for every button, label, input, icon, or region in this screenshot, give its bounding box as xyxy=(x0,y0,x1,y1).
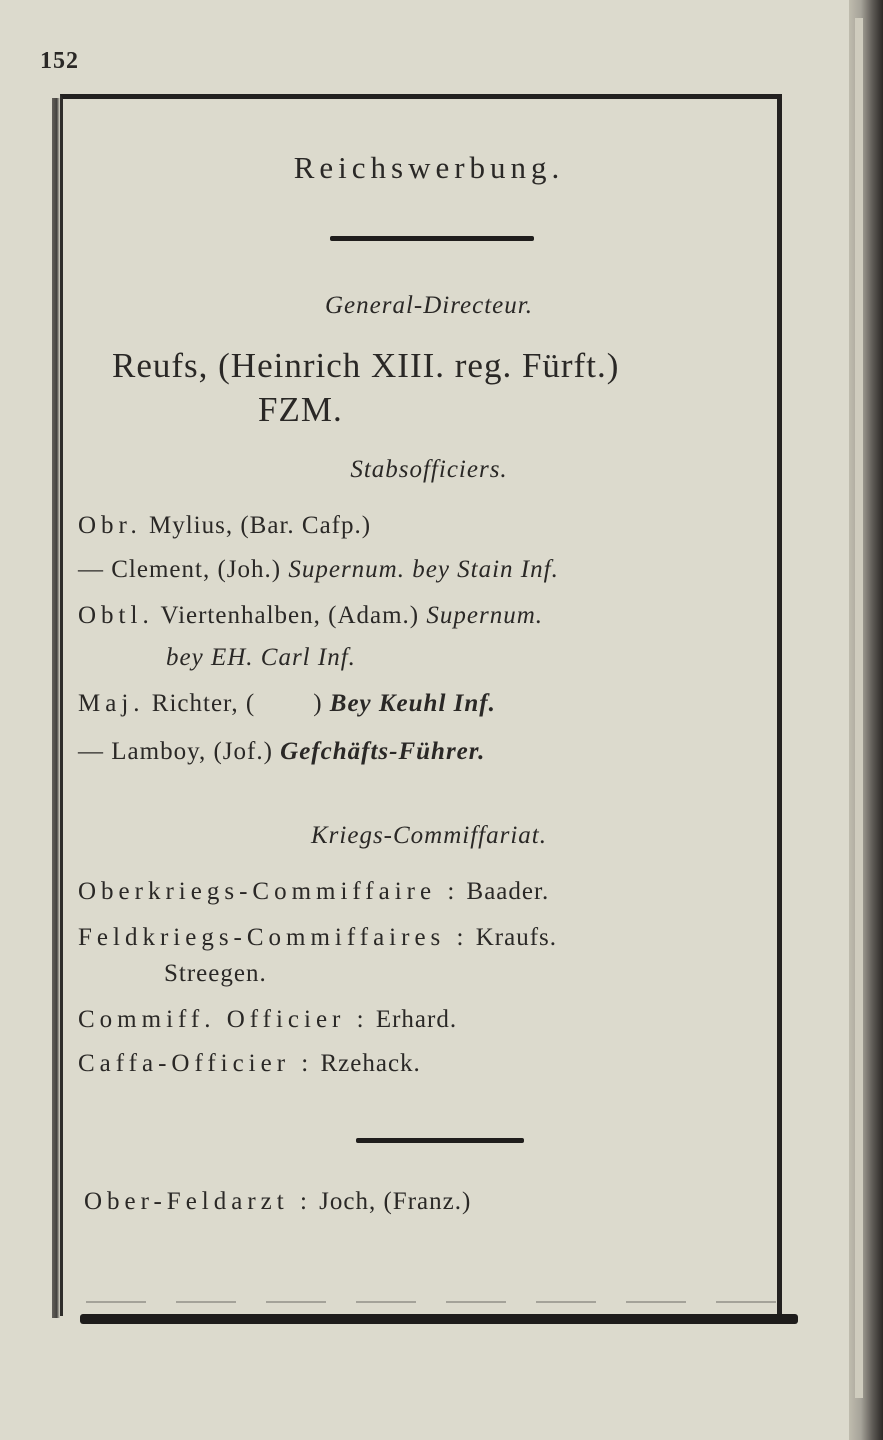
staff-entry xyxy=(78,556,559,584)
separator-rule-bottom xyxy=(356,1138,524,1143)
director-heading: General-Directeur. xyxy=(325,292,533,319)
medical-name: Joch, (Franz.) xyxy=(319,1188,472,1215)
commissariat-entry xyxy=(78,878,549,906)
staff-note: Supernum. xyxy=(426,602,544,629)
commissariat-name: Baader. xyxy=(466,878,550,905)
commissariat-entry xyxy=(78,924,557,952)
director-line: Reufs, (Heinrich XIII. reg. Fürft.) xyxy=(112,346,620,385)
staff-heading: Stabsofficiers. xyxy=(350,456,508,483)
medical-entry xyxy=(84,1188,471,1216)
staff-entry xyxy=(78,738,485,766)
commissariat-office: Oberkriegs-Commiffaire : xyxy=(78,878,460,905)
commissariat-heading: Kriegs-Commiffariat. xyxy=(311,822,547,849)
staff-entry xyxy=(78,602,543,630)
frame-inner-rule xyxy=(86,1301,786,1303)
commissariat-entry-continuation xyxy=(164,960,267,988)
commissariat-office: Caffa-Officier : xyxy=(78,1050,314,1077)
staff-rank: — xyxy=(78,738,104,765)
staff-note: bey EH. Carl Inf. xyxy=(166,644,356,671)
commissariat-office: Commiff. Officier : xyxy=(78,1006,369,1033)
staff-rank: — xyxy=(78,556,104,583)
staff-rank: Maj. xyxy=(78,690,145,717)
staff-name: Richter, ( ) xyxy=(151,690,323,717)
commissariat-entry xyxy=(78,1050,421,1078)
staff-note: Gefchäfts-Führer. xyxy=(280,738,486,765)
staff-rank: Obr. xyxy=(78,512,142,539)
commissariat-name: Rzehack. xyxy=(320,1050,421,1077)
director-rank: FZM. xyxy=(258,390,343,429)
page-number: 152 xyxy=(40,48,79,74)
commissariat-name: Streegen. xyxy=(164,960,267,987)
medical-office: Ober-Feldarzt : xyxy=(84,1188,312,1215)
staff-entry xyxy=(78,512,371,540)
frame-left-rule xyxy=(52,98,60,1318)
staff-name: Mylius, (Bar. Cafp.) xyxy=(149,512,372,539)
staff-name: Clement, (Joh.) xyxy=(111,556,282,583)
commissariat-name: Erhard. xyxy=(375,1006,458,1033)
separator-rule-top xyxy=(330,236,534,241)
page-edge-strip xyxy=(855,18,863,1398)
staff-entry-continuation xyxy=(166,644,356,672)
staff-note: Supernum. bey Stain Inf. xyxy=(288,556,559,583)
staff-note: Bey Keuhl Inf. xyxy=(329,690,496,717)
staff-name: Lamboy, (Jof.) xyxy=(111,738,273,765)
staff-name: Viertenhalben, (Adam.) xyxy=(160,602,420,629)
commissariat-office: Feldkriegs-Commiffaires : xyxy=(78,924,469,951)
frame-bottom-rule xyxy=(80,1314,798,1324)
staff-rank: Obtl. xyxy=(78,602,154,629)
commissariat-entry xyxy=(78,1006,457,1034)
commissariat-name: Kraufs. xyxy=(475,924,557,951)
staff-entry xyxy=(78,690,496,718)
page-title: Reichswerbung. xyxy=(293,150,565,185)
